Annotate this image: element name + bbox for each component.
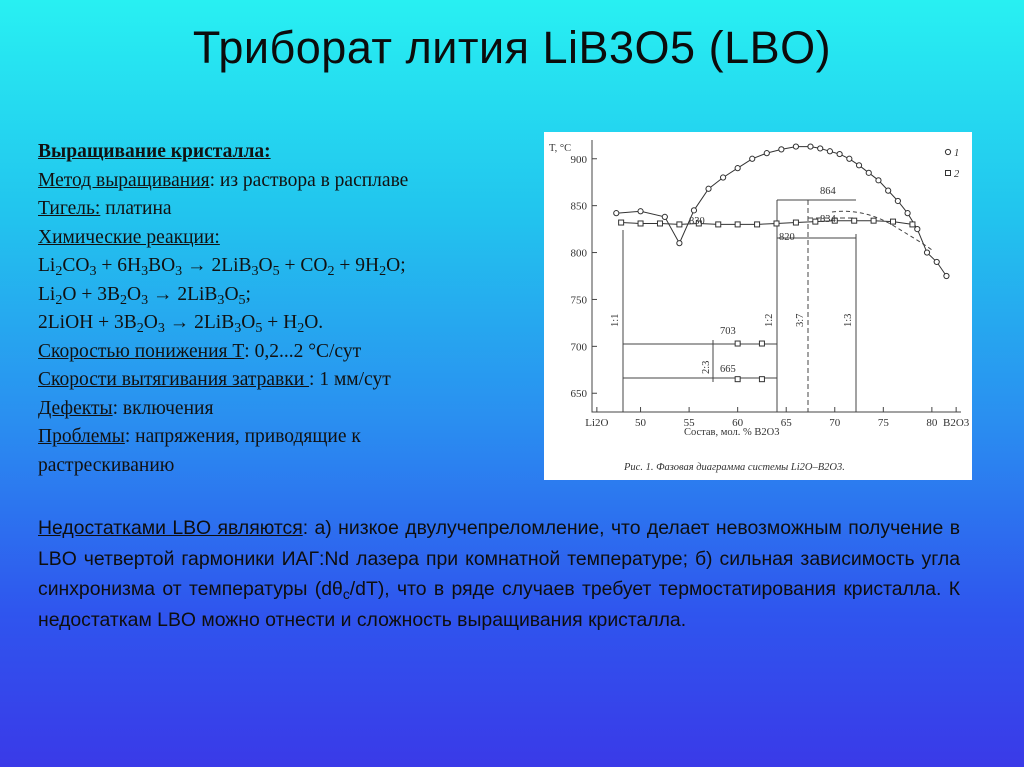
reaction-subscript: 2 — [327, 263, 335, 280]
x-tick-label: 75 — [877, 417, 889, 429]
series-1-point — [895, 198, 900, 203]
annotation-864: 864 — [820, 186, 836, 197]
figure-caption: Рис. 1. Фазовая диаграмма системы Li2O–B2O3. — [624, 462, 845, 473]
series-1-point — [706, 186, 711, 191]
legend-marker-2 — [946, 171, 951, 176]
series-2-point — [619, 220, 624, 225]
annotation-820: 820 — [779, 232, 795, 243]
reaction-text: O + 3B — [62, 283, 120, 305]
reaction-3 — [38, 309, 538, 338]
reaction-text: O — [224, 283, 239, 305]
growth-heading: Выращивание кристалла: — [38, 141, 271, 162]
reaction-text: ; — [245, 283, 251, 305]
reaction-text: + H — [262, 312, 298, 333]
invariant-point — [759, 341, 764, 346]
method-value: : из раствора в расплаве — [209, 169, 409, 191]
x-tick-label: 60 — [732, 417, 744, 429]
reaction-subscript: 2 — [297, 320, 305, 337]
reaction-text: O — [126, 283, 142, 305]
drawbacks-text-1: : а) низкое двулучепреломление, что делает невозможным получение в LBO четвертой гармоники ИАГ:Nd лазера при комнатной температуре; б) сильная зависимость угла синхронизма от температуры (dθ — [38, 517, 960, 600]
reaction-subscript: 3 — [157, 320, 165, 337]
pulling-label: Скорости вытягивания затравки — [38, 369, 310, 390]
series-1-point — [866, 170, 871, 175]
reaction-subscript: 5 — [238, 291, 246, 308]
crucible-value: платина — [100, 198, 172, 219]
y-tick-label: 750 — [570, 294, 587, 307]
reaction-text: → 2LiB — [164, 312, 235, 333]
defects-row — [38, 395, 538, 424]
series-1-point — [827, 149, 832, 154]
reaction-2 — [38, 281, 538, 310]
series-1-point — [779, 147, 784, 152]
y-tick-label: 650 — [570, 388, 587, 401]
series-2-point — [638, 221, 643, 226]
y-tick-label: 900 — [570, 153, 587, 166]
x-tick-label: 80 — [926, 417, 938, 429]
series-2-point — [852, 218, 857, 223]
cooling-label: Скоростью понижения Т — [38, 340, 245, 362]
series-2-point — [657, 221, 662, 226]
series-1-point — [720, 175, 725, 180]
method-row — [38, 167, 538, 196]
series-1-point — [915, 227, 920, 232]
problems-value: : напряжения, приводящие к растрескиванию — [38, 426, 361, 476]
x-tick-label: 50 — [635, 417, 647, 429]
reaction-subscript: 2 — [136, 320, 144, 337]
series-2-point — [910, 222, 915, 227]
reaction-subscript: 2 — [119, 291, 127, 308]
reaction-subscript: 3 — [217, 291, 225, 308]
reaction-text: O — [143, 312, 158, 333]
problems-label: Проблемы — [38, 426, 125, 447]
series-2-point — [774, 221, 779, 226]
growth-section — [38, 138, 538, 480]
reaction-text: → 2LiB — [148, 283, 218, 305]
series-1-point — [735, 166, 740, 171]
x-tick-label: 70 — [829, 417, 841, 429]
slide-title: Триборат лития LiB3O5 (LBO) — [192, 22, 832, 73]
invariant-point — [759, 377, 764, 382]
series-2-point — [735, 222, 740, 227]
series-1-point — [944, 273, 949, 278]
series-1-point — [934, 259, 939, 264]
reaction-text: O — [258, 255, 273, 276]
series-1-point — [924, 250, 929, 255]
series-1-line — [616, 147, 946, 276]
annotation-703: 703 — [720, 326, 736, 337]
series-2-line — [621, 221, 912, 225]
invariant-point — [735, 341, 740, 346]
crucible-row — [38, 195, 538, 224]
x-tick-label: B2O3 — [943, 417, 970, 429]
reaction-text: + 6H — [96, 255, 142, 276]
reaction-text: + 9H — [334, 255, 380, 276]
cooling-value: : 0,2...2 °С/сут — [244, 340, 362, 362]
series-1-point — [691, 208, 696, 213]
reaction-subscript: 3 — [175, 263, 183, 280]
pulling-row — [38, 366, 538, 395]
y-tick-label: 700 — [570, 341, 587, 354]
y-axis-label: T, °C — [549, 143, 572, 154]
series-1-point — [614, 211, 619, 216]
series-1-point — [847, 156, 852, 161]
x-tick-label: 55 — [683, 417, 695, 429]
series-1-point — [808, 144, 813, 149]
reaction-text: → 2LiB — [182, 255, 252, 276]
reaction-subscript: 2 — [55, 263, 63, 280]
compound-label-1-1: 1:1 — [610, 313, 621, 327]
series-2-point — [871, 218, 876, 223]
problems-row — [38, 423, 483, 480]
series-1-point — [886, 188, 891, 193]
series-2-point — [793, 220, 798, 225]
series-1-point — [905, 211, 910, 216]
defects-value: : включения — [112, 397, 214, 419]
crucible-label: Тигель: — [38, 198, 101, 219]
reaction-text: 2LiOH + 3B — [38, 312, 137, 333]
legend-marker-1 — [945, 149, 950, 154]
series-1-point — [750, 156, 755, 161]
reaction-text: BO — [148, 255, 176, 276]
series-1-point — [856, 163, 861, 168]
y-tick-label: 850 — [570, 200, 587, 213]
reactions-label: Химические реакции: — [38, 226, 220, 248]
series-1-point — [638, 209, 643, 214]
y-tick-label: 800 — [570, 247, 587, 260]
reaction-subscript: 3 — [89, 263, 97, 280]
series-1-point — [662, 214, 667, 219]
reaction-subscript: 3 — [251, 263, 259, 280]
x-tick-label: Li2O — [585, 417, 609, 429]
series-1-point — [793, 144, 798, 149]
method-label: Метод выращивания — [38, 169, 210, 191]
drawbacks-sub: c — [342, 586, 350, 603]
compound-label-1-2: 1:2 — [764, 313, 775, 327]
reaction-subscript: 5 — [272, 263, 280, 280]
series-1-point — [876, 178, 881, 183]
reaction-subscript: 2 — [55, 291, 63, 308]
defects-label: Дефекты — [38, 397, 113, 419]
series-1-point — [818, 146, 823, 151]
drawbacks-text-2: /dT), что в ряде случаев требует термостатирования кристалла. К недостаткам LBO можно отнести и сложность выращивания кристалла. — [38, 578, 960, 631]
series-1-point — [837, 151, 842, 156]
series-2-point — [755, 222, 760, 227]
drawbacks-label: Недостатками LBO являются — [38, 517, 303, 539]
reaction-text: CO — [62, 255, 90, 276]
reaction-subscript: 3 — [141, 263, 149, 280]
annotation-665: 665 — [720, 364, 736, 375]
series-1-point — [764, 151, 769, 156]
series-1-point — [677, 241, 682, 246]
annotation-834: 834 — [820, 214, 836, 225]
drawbacks-paragraph — [38, 513, 960, 635]
reaction-subscript: 3 — [141, 291, 149, 308]
phase-diagram-chart — [544, 132, 972, 480]
reaction-text: O — [241, 312, 256, 333]
reaction-text: O; — [386, 255, 406, 276]
reaction-1 — [38, 252, 538, 281]
series-2-point — [813, 219, 818, 224]
reaction-subscript: 2 — [379, 263, 387, 280]
compound-label-1-3: 1:3 — [843, 313, 854, 327]
legend-label-1: 1 — [954, 148, 960, 159]
invariant-point — [735, 377, 740, 382]
compound-label-3-7: 3:7 — [795, 313, 806, 327]
pulling-value: : 1 мм/сут — [309, 369, 391, 390]
series-2-point — [716, 222, 721, 227]
reaction-text: Li — [38, 255, 56, 276]
compound-label-2-3: 2:3 — [701, 360, 712, 374]
reaction-text: Li — [38, 283, 56, 305]
x-axis-label: Состав, мол. % B2O3 — [684, 427, 780, 438]
phase-diagram-figure — [544, 132, 972, 480]
legend-label-2: 2 — [954, 169, 960, 180]
cooling-row — [38, 338, 538, 367]
reaction-text: O. — [304, 312, 324, 333]
reaction-subscript: 3 — [234, 320, 242, 337]
annotation-830: 830 — [689, 216, 705, 227]
series-2-point — [677, 222, 682, 227]
x-tick-label: 65 — [780, 417, 792, 429]
series-2-point — [891, 219, 896, 224]
reaction-subscript: 5 — [255, 320, 263, 337]
reaction-text: + CO — [279, 255, 328, 276]
